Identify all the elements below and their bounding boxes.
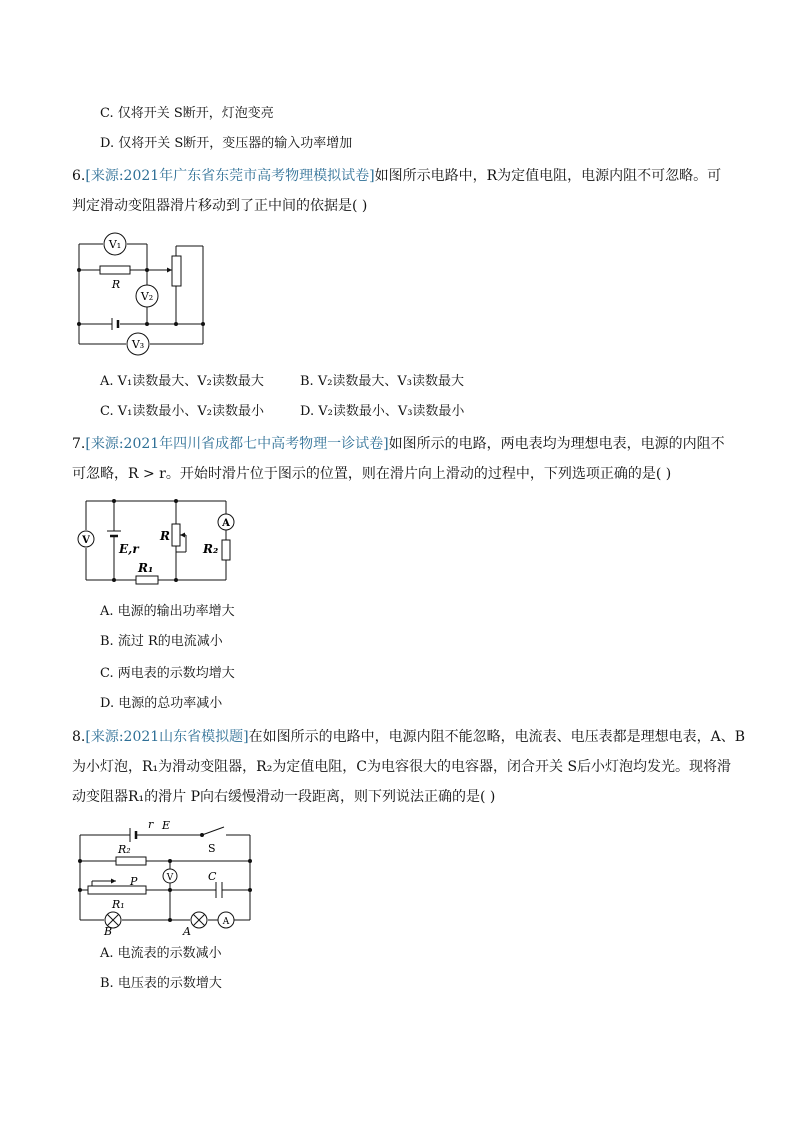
q7-stem-line1 — [72, 434, 725, 454]
q6-number: 6. — [72, 168, 86, 184]
q6-stem-line2: 判定滑动变阻器滑片移动到了正中间的依据是( ) — [72, 198, 368, 214]
q7-option-b: B. 流过 R的电流减小 — [100, 634, 223, 649]
q8-number: 8. — [72, 729, 86, 745]
q8-label-a-meter: A — [222, 917, 230, 927]
q6-option-d: D. V₂读数最小、V₃读数最小 — [300, 404, 465, 419]
q8-label-p: P — [130, 875, 138, 888]
q8-label-a-bulb: A — [183, 925, 191, 938]
q7-stem-line2: 可忽略，R > r。开始时滑片位于图示的位置，则在滑片向上滑动的过程中，下列选项正确的是( ) — [72, 466, 672, 482]
q7-label-v: V — [82, 535, 90, 546]
q8-label-s: S — [208, 842, 216, 855]
q6-source: [来源:2021年广东省东莞市高考物理模拟试卷] — [85, 168, 375, 184]
q8-stem1: 在如图所示的电路中，电源内阻不能忽略，电流表、电压表都是理想电表，A、B — [248, 729, 746, 745]
q8-stem-line2: 为小灯泡，R₁为滑动变阻器，R₂为定值电阻，C为电容很大的电容器，闭合开关 S后小灯泡均发光。现将滑 — [72, 759, 732, 775]
q7-option-a: A. 电源的输出功率增大 — [100, 604, 235, 619]
q7-label-r: R — [160, 529, 170, 543]
q6-option-b: B. V₂读数最大、V₃读数最大 — [300, 374, 465, 389]
q6-label-v1: V₁ — [108, 238, 122, 251]
q7-option-d: D. 电源的总功率减小 — [100, 696, 223, 711]
q5-option-d: D. 仅将开关 S断开，变压器的输入功率增加 — [100, 136, 353, 151]
q7-source: [来源:2021年四川省成都七中高考物理一诊试卷] — [85, 436, 389, 452]
q7-number: 7. — [72, 436, 86, 452]
q7-circuit-diagram — [76, 496, 246, 596]
q8-stem-line1 — [72, 727, 745, 747]
q8-label-r2: R₂ — [118, 843, 131, 856]
q8-option-b: B. 电压表的示数增大 — [100, 976, 222, 991]
q7-label-a: A — [222, 518, 230, 529]
q7-label-r2: R₂ — [203, 542, 219, 556]
q8-stem-line3: 动变阻器R₁的滑片 P向右缓慢滑动一段距离，则下列说法正确的是( ) — [72, 789, 496, 805]
q6-label-v3: V₃ — [131, 338, 145, 351]
q7-label-er: E,r — [119, 542, 139, 556]
q8-label-r-internal: r — [148, 818, 154, 831]
q8-label-v: V — [166, 873, 174, 883]
q6-option-c: C. V₁读数最小、V₂读数最小 — [100, 404, 264, 419]
q6-label-r: R — [111, 278, 121, 291]
q8-source: [来源:2021山东省模拟题] — [85, 729, 249, 745]
q6-circuit-diagram — [76, 228, 216, 363]
q8-label-e: E — [162, 819, 171, 832]
q8-option-a: A. 电流表的示数减小 — [100, 946, 222, 961]
q6-stem-line1 — [72, 166, 721, 186]
q6-stem1: 如图所示电路中，R为定值电阻，电源内阻不可忽略。可 — [374, 168, 722, 184]
q7-label-r1: R₁ — [138, 561, 154, 575]
q8-label-b-bulb: B — [104, 925, 113, 938]
q7-stem1: 如图所示的电路，两电表均为理想电表，电源的内阻不 — [388, 436, 725, 452]
q7-option-c: C. 两电表的示数均增大 — [100, 666, 235, 681]
q8-label-r1: R₁ — [112, 898, 125, 911]
q6-option-a: A. V₁读数最大、V₂读数最大 — [100, 374, 264, 389]
q8-circuit-diagram — [74, 815, 264, 938]
q5-option-c: C. 仅将开关 S断开，灯泡变亮 — [100, 106, 274, 121]
q6-label-v2: V₂ — [140, 290, 154, 303]
q8-label-c: C — [208, 870, 217, 883]
